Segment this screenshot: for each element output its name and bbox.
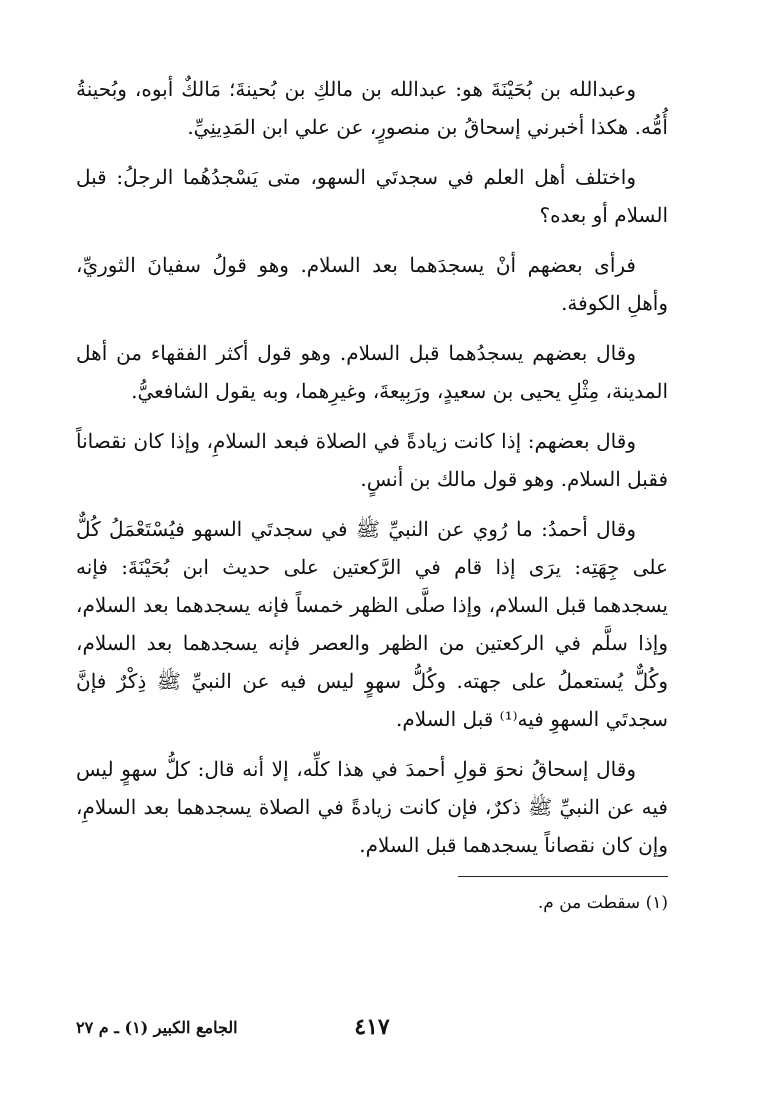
paragraph-1: وعبدالله بن بُحَيْنَةَ هو: عبدالله بن مالكِ بن بُحينةَ؛ مَالكٌ أبوه، وبُحينةُ أُمُّه. هكذا أخبرني إسحاقُ بن منصورٍ، عن علي ابن المَدِينِيِّ.	[76, 77, 668, 139]
footnote: (١) سقطت من م.	[537, 893, 668, 913]
paragraph-5: وقال بعضهم: إذا كانت زيادةً في الصلاة فبعد السلامِ، وإذا كان نقصاناً فقبل السلام. وهو قول مالك بن أنسٍ.	[76, 429, 668, 491]
running-title: الجامع الكبير (١) ـ م ٢٧	[76, 1018, 238, 1037]
paragraph-7: وقال إسحاقُ نحوَ قولِ أحمدَ في هذا كلِّه، إلا أنه قال: كلُّ سهوٍ ليس فيه عن النبيِّ ﷺ ذكرٌ، فإن كانت زيادةً في الصلاة يسجدهما بعد السلامِ، وإن كان نقصاناً يسجدهما قبل السلام.	[76, 757, 668, 857]
paragraph-3: فرأى بعضهم أنْ يسجدَهما بعد السلام. وهو قولُ سفيانَ الثوريِّ، وأهلِ الكوفة.	[76, 253, 668, 315]
paragraph-4: وقال بعضهم يسجدُهما قبل السلام. وهو قول أكثر الفقهاء من أهل المدينة، مِثْلِ يحيى بن سعيدٍ، ورَبِيعةَ، وغيرِهما، وبه يقول الشافعيُّ.	[76, 341, 668, 403]
page-body	[76, 70, 668, 1060]
paragraph-2: واختلف أهل العلم في سجدتَي السهو، متى يَسْجدُهُما الرجلُ: قبل السلام أو بعده؟	[76, 165, 668, 227]
page-footer	[76, 1014, 668, 1050]
paragraph-6: وقال أحمدُ: ما رُوي عن النبيِّ ﷺ في سجدتَي السهو فيُسْتَعْمَلُ كُلٌّ على جِهَتِه: يرَى إذا قام في الرَّكعتين على حديث ابن بُحَيْنَةَ: فإنه يسجدهما قبل السلام، وإذا صلَّى الظهر خمساً فإنه يسجدهما بعد السلام، وإذا سلَّم في الركعتين من الظهر والعصر فإنه يسجدهما بعد السلام، وكُلٌّ يُستعملُ على جهته. وكُلُّ سهوٍ ليس فيه عن النبيِّ ﷺ ذِكْرٌ فإنَّ سجدتَي السهوِ فيه⁽¹⁾ قبل السلام.	[76, 517, 668, 731]
page-number: ٤١٧	[354, 1014, 390, 1040]
footnote-divider	[458, 876, 668, 877]
